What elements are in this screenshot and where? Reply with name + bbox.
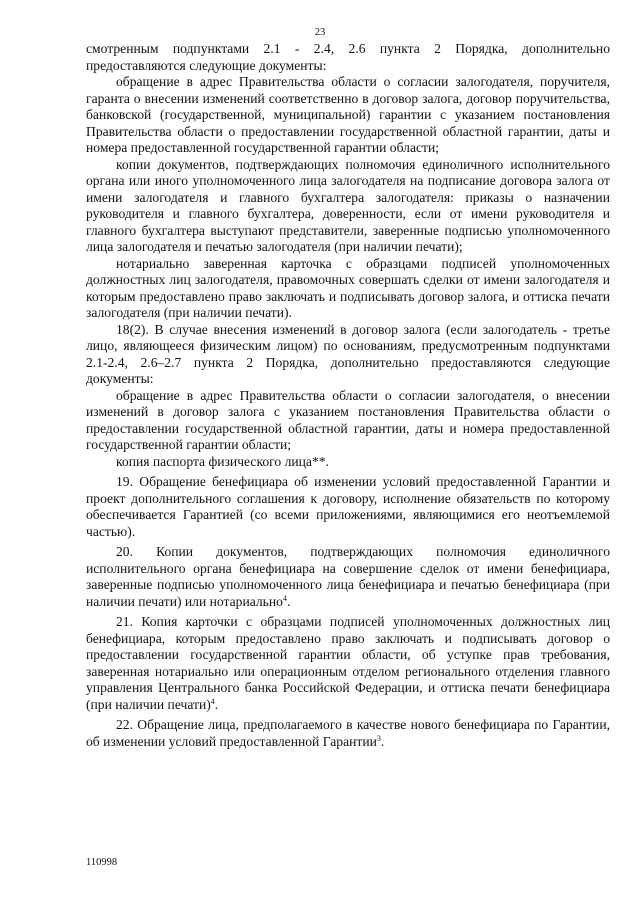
paragraph-20: 20. Копии документов, подтверждающих полномочия единоличного исполнительного органа бенефициара на совершение сделок от имени бенефициара, заверенные подписью уполномоченного лица бенефициара и печатью бенефициара (при наличии печати) или нотариально$^4$. [86, 544, 610, 609]
paragraph-18-2: 18(2). В случае внесения изменений в договор залога (если залогодатель - третье лицо, являющееся физическим лицом) по основаниям, предусмотренным подпунктами 2.1-2.4, 2.6–2.7 пункта 2 Порядка, дополнительно предоставляются следующие документы: [86, 321, 610, 386]
footnote-ref: 3 [376, 733, 381, 743]
paragraph-individual-consent: обращение в адрес Правительства области о согласии залогодателя, о внесении изменений в договор залога с указанием постановления Правительства области о предоставлении государственной областной гарантии, даты и номера предоставленной государственной гарантии области; [86, 387, 610, 452]
document-body [86, 41, 610, 750]
page-number: 23 [314, 27, 326, 38]
paragraph-authority-copies: копии документов, подтверждающих полномочия единоличного исполнительного органа или иного уполномоченного лица залогодателя на подписание договора залога от имени залогодателя и главного бухгалтера залогодателя: приказы о назначении руководителя и главного бухгалтера, доверенности, если от имени руководителя и главного бухгалтера выступают представители, заверенные подписью уполномоченного лица залогодателя и печатью залогодателя (при наличии печати); [86, 156, 610, 254]
paragraph-22: 22. Обращение лица, предполагаемого в качестве нового бенефициара по Гарантии, об изменении условий предоставленной Гарантии$^3$. [86, 717, 610, 749]
paragraph-pledgor-consent: обращение в адрес Правительства области о согласии залогодателя, поручителя, гаранта о внесении изменений соответственно в договор залога, договор поручительства, банковской (государственной, муниципальной) гарантии с указанием постановления Правительства области о предоставлении государственной областной гарантии, даты и номера предоставленной государственной гарантии области; [86, 74, 610, 155]
paragraph-signature-card: нотариально заверенная карточка с образцами подписей уполномоченных должностных лиц залогодателя, правомочных совершать сделки от имени залогодателя и которым предоставлено право заключать и подписывать договор залога, и оттиска печати залогодателя (при наличии печати). [86, 255, 610, 320]
footnote-ref: 4 [210, 696, 215, 706]
paragraph-19: 19. Обращение бенефициара об изменении условий предоставленной Гарантии и проект дополнительного соглашения к договору, исполнение обязательств по которому обеспечивается Гарантией (со всеми приложениями, являющимися его неотъемлемой частью). [86, 474, 610, 539]
paragraph-passport-copy: копия паспорта физического лица**. [116, 453, 329, 469]
paragraph-21: 21. Копия карточки с образцами подписей уполномоченных должностных лиц бенефициара, которым предоставлено право заключать и подписывать договор о предоставлении государственной гарантии области, об уступке прав требования, заверенная нотариально или операционным отделом регионального отделения главного управления Центрального банка Российской Федерации, и оттиска печати бенефициара (при наличии печати)$^4$. [86, 614, 610, 712]
document-code: 110998 [86, 857, 118, 868]
footnote-ref: 4 [282, 593, 287, 603]
paragraph-continuation: смотренным подпунктами 2.1 - 2.4, 2.6 пункта 2 Порядка, дополнительно предоставляются следующие документы: [86, 41, 610, 73]
